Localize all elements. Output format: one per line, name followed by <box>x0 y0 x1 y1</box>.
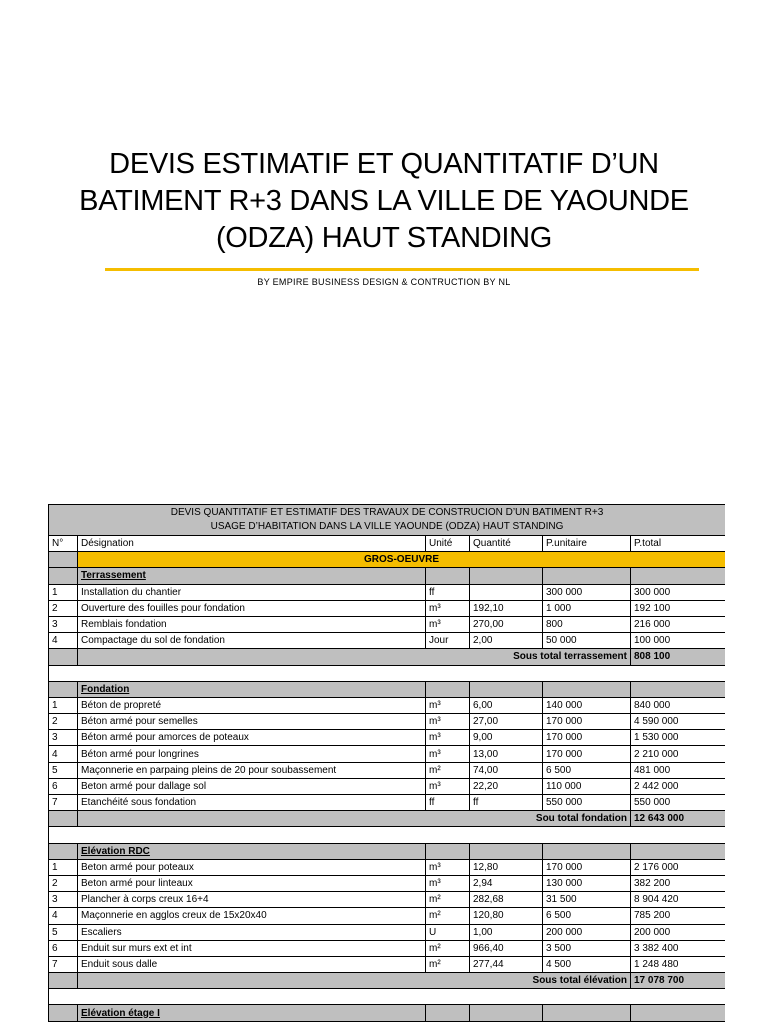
subtotal-row <box>49 973 726 989</box>
row-unite: m³ <box>426 616 470 632</box>
row-punitaire: 170 000 <box>543 730 631 746</box>
estimate-table-container <box>48 504 725 1024</box>
subtotal-label: Sou total fondation <box>78 811 631 827</box>
row-ptotal: 192 100 <box>631 600 726 616</box>
subtotal-value: 808 100 <box>631 649 726 665</box>
row-designation: Compactage du sol de fondation <box>78 633 426 649</box>
row-quantite: 966,40 <box>470 940 543 956</box>
column-header-row <box>49 536 726 552</box>
table-title-line2: USAGE D’HABITATION DANS LA VILLE YAOUNDE (ODZA) HAUT STANDING <box>210 521 564 532</box>
row-quantite: 2,94 <box>470 875 543 891</box>
row-quantite: 22,20 <box>470 778 543 794</box>
section-empty-cell <box>426 681 470 697</box>
section-empty-cell <box>470 568 543 584</box>
row-punitaire: 4 500 <box>543 956 631 972</box>
row-quantite: 6,00 <box>470 697 543 713</box>
section-empty-cell <box>426 1005 470 1021</box>
row-ptotal: 382 200 <box>631 875 726 891</box>
table-row <box>49 908 726 924</box>
section-empty-cell <box>543 843 631 859</box>
row-designation: Plancher à corps creux 16+4 <box>78 892 426 908</box>
table-row <box>49 778 726 794</box>
section-empty-cell <box>631 1005 726 1021</box>
row-unite: m² <box>426 940 470 956</box>
row-unite: m³ <box>426 859 470 875</box>
section-empty-cell <box>631 568 726 584</box>
row-punitaire: 50 000 <box>543 633 631 649</box>
section-title: Elévation RDC <box>78 843 426 859</box>
document-title: DEVIS ESTIMATIF ET QUANTITATIF D’UN BATIMENT R+3 DANS LA VILLE DE YAOUNDE (ODZA) HAUT STANDING <box>79 148 689 254</box>
row-quantite: 277,44 <box>470 956 543 972</box>
row-designation: Beton armé pour dallage sol <box>78 778 426 794</box>
table-row <box>49 940 726 956</box>
section-num-cell <box>49 568 78 584</box>
row-quantite: 120,80 <box>470 908 543 924</box>
row-designation: Béton armé pour semelles <box>78 714 426 730</box>
row-ptotal: 2 176 000 <box>631 859 726 875</box>
subtotal-label: Sous total terrassement <box>78 649 631 665</box>
row-num: 2 <box>49 875 78 891</box>
row-punitaire: 170 000 <box>543 746 631 762</box>
section-num-cell <box>49 681 78 697</box>
row-designation: Maçonnerie en parpaing pleins de 20 pour soubassement <box>78 762 426 778</box>
row-ptotal: 1 248 480 <box>631 956 726 972</box>
row-ptotal: 4 590 000 <box>631 714 726 730</box>
row-quantite: 282,68 <box>470 892 543 908</box>
row-ptotal: 785 200 <box>631 908 726 924</box>
section-header-row <box>49 843 726 859</box>
section-header-row <box>49 681 726 697</box>
table-title <box>49 505 726 536</box>
section-empty-cell <box>543 568 631 584</box>
row-punitaire: 140 000 <box>543 697 631 713</box>
row-unite: U <box>426 924 470 940</box>
row-unite: m² <box>426 892 470 908</box>
table-row <box>49 730 726 746</box>
row-designation: Escaliers <box>78 924 426 940</box>
row-punitaire: 800 <box>543 616 631 632</box>
section-empty-cell <box>631 843 726 859</box>
row-punitaire: 200 000 <box>543 924 631 940</box>
row-punitaire: 550 000 <box>543 795 631 811</box>
section-empty-cell <box>470 1005 543 1021</box>
row-unite: m² <box>426 762 470 778</box>
subtotal-empty-cell <box>49 649 78 665</box>
section-empty-cell <box>470 843 543 859</box>
row-unite: m³ <box>426 600 470 616</box>
row-unite: m³ <box>426 746 470 762</box>
row-num: 6 <box>49 778 78 794</box>
row-designation: Béton de propreté <box>78 697 426 713</box>
row-unite: m² <box>426 956 470 972</box>
row-ptotal: 8 904 420 <box>631 892 726 908</box>
row-punitaire: 6 500 <box>543 908 631 924</box>
row-designation: Remblais fondation <box>78 616 426 632</box>
section-empty-cell <box>470 681 543 697</box>
table-title-line1: DEVIS QUANTITATIF ET ESTIMATIF DES TRAVAUX DE CONSTRUCION D’UN BATIMENT R+3 <box>170 507 604 518</box>
header-ptotal: P.total <box>631 536 726 552</box>
subtotal-empty-cell <box>49 973 78 989</box>
table-row <box>49 956 726 972</box>
row-punitaire: 1 000 <box>543 600 631 616</box>
table-row <box>49 875 726 891</box>
row-unite: Jour <box>426 633 470 649</box>
estimate-table <box>48 504 725 1022</box>
row-num: 2 <box>49 714 78 730</box>
row-unite: m³ <box>426 730 470 746</box>
header-quantite: Quantité <box>470 536 543 552</box>
row-unite: m³ <box>426 778 470 794</box>
section-empty-cell <box>543 681 631 697</box>
table-row <box>49 892 726 908</box>
row-num: 5 <box>49 924 78 940</box>
row-quantite <box>470 584 543 600</box>
row-ptotal: 100 000 <box>631 633 726 649</box>
row-quantite: 13,00 <box>470 746 543 762</box>
table-row <box>49 859 726 875</box>
row-punitaire: 6 500 <box>543 762 631 778</box>
section-empty-cell <box>543 1005 631 1021</box>
spacer-cell <box>49 827 726 843</box>
row-punitaire: 300 000 <box>543 584 631 600</box>
row-num: 6 <box>49 940 78 956</box>
section-header-row <box>49 1005 726 1021</box>
table-row <box>49 616 726 632</box>
subtotal-row <box>49 649 726 665</box>
header-num: N° <box>49 536 78 552</box>
row-num: 7 <box>49 956 78 972</box>
row-designation: Enduit sous dalle <box>78 956 426 972</box>
row-num: 1 <box>49 584 78 600</box>
row-punitaire: 110 000 <box>543 778 631 794</box>
row-designation: Béton armé pour longrines <box>78 746 426 762</box>
table-row <box>49 600 726 616</box>
subtotal-row <box>49 811 726 827</box>
row-num: 1 <box>49 697 78 713</box>
row-ptotal: 550 000 <box>631 795 726 811</box>
row-quantite: 74,00 <box>470 762 543 778</box>
subtotal-empty-cell <box>49 811 78 827</box>
row-num: 4 <box>49 633 78 649</box>
row-unite: ff <box>426 584 470 600</box>
row-ptotal: 2 210 000 <box>631 746 726 762</box>
row-num: 4 <box>49 746 78 762</box>
row-punitaire: 3 500 <box>543 940 631 956</box>
row-num: 2 <box>49 600 78 616</box>
table-row <box>49 924 726 940</box>
table-row <box>49 762 726 778</box>
section-title: Elévation étage I <box>78 1005 426 1021</box>
category-gros-oeuvre: GROS-OEUVRE <box>78 552 726 568</box>
spacer-row <box>49 827 726 843</box>
row-quantite: 270,00 <box>470 616 543 632</box>
row-punitaire: 130 000 <box>543 875 631 891</box>
row-quantite: 1,00 <box>470 924 543 940</box>
row-num: 3 <box>49 616 78 632</box>
row-quantite: ff <box>470 795 543 811</box>
row-ptotal: 3 382 400 <box>631 940 726 956</box>
section-title: Fondation <box>78 681 426 697</box>
row-quantite: 12,80 <box>470 859 543 875</box>
row-ptotal: 216 000 <box>631 616 726 632</box>
row-punitaire: 170 000 <box>543 859 631 875</box>
section-title: Terrassement <box>78 568 426 584</box>
row-designation: Béton armé pour amorces de poteaux <box>78 730 426 746</box>
table-row <box>49 746 726 762</box>
header-designation: Désignation <box>78 536 426 552</box>
row-designation: Installation du chantier <box>78 584 426 600</box>
spacer-cell <box>49 665 726 681</box>
row-num: 4 <box>49 908 78 924</box>
section-empty-cell <box>426 843 470 859</box>
row-designation: Maçonnerie en agglos creux de 15x20x40 <box>78 908 426 924</box>
table-row <box>49 633 726 649</box>
row-ptotal: 300 000 <box>631 584 726 600</box>
subtotal-label: Sous total élévation <box>78 973 631 989</box>
row-unite: m³ <box>426 875 470 891</box>
row-unite: m² <box>426 908 470 924</box>
category-row <box>49 552 726 568</box>
section-empty-cell <box>631 681 726 697</box>
row-designation: Beton armé pour poteaux <box>78 859 426 875</box>
section-num-cell <box>49 843 78 859</box>
spacer-row <box>49 665 726 681</box>
section-num-cell <box>49 1005 78 1021</box>
section-empty-cell <box>426 568 470 584</box>
row-punitaire: 31 500 <box>543 892 631 908</box>
title-underline <box>105 268 699 271</box>
subtotal-value: 17 078 700 <box>631 973 726 989</box>
row-num: 3 <box>49 730 78 746</box>
header-unite: Unité <box>426 536 470 552</box>
row-designation: Etanchéité sous fondation <box>78 795 426 811</box>
row-quantite: 2,00 <box>470 633 543 649</box>
row-ptotal: 840 000 <box>631 697 726 713</box>
table-row <box>49 697 726 713</box>
row-unite: m³ <box>426 697 470 713</box>
row-designation: Enduit sur murs ext et int <box>78 940 426 956</box>
table-row <box>49 584 726 600</box>
row-num: 3 <box>49 892 78 908</box>
row-designation: Beton armé pour linteaux <box>78 875 426 891</box>
table-row <box>49 795 726 811</box>
row-quantite: 192,10 <box>470 600 543 616</box>
row-ptotal: 481 000 <box>631 762 726 778</box>
row-punitaire: 170 000 <box>543 714 631 730</box>
row-num: 1 <box>49 859 78 875</box>
row-ptotal: 200 000 <box>631 924 726 940</box>
table-row <box>49 714 726 730</box>
row-ptotal: 1 530 000 <box>631 730 726 746</box>
row-designation: Ouverture des fouilles pour fondation <box>78 600 426 616</box>
row-ptotal: 2 442 000 <box>631 778 726 794</box>
row-quantite: 27,00 <box>470 714 543 730</box>
header-punitaire: P.unitaire <box>543 536 631 552</box>
row-unite: ff <box>426 795 470 811</box>
row-unite: m³ <box>426 714 470 730</box>
spacer-cell <box>49 989 726 1005</box>
spacer-row <box>49 989 726 1005</box>
row-quantite: 9,00 <box>470 730 543 746</box>
row-num: 7 <box>49 795 78 811</box>
section-header-row <box>49 568 726 584</box>
subtotal-value: 12 643 000 <box>631 811 726 827</box>
document-subtitle: BY EMPIRE BUSINESS DESIGN & CONTRUCTION BY NL <box>257 277 511 287</box>
row-num: 5 <box>49 762 78 778</box>
